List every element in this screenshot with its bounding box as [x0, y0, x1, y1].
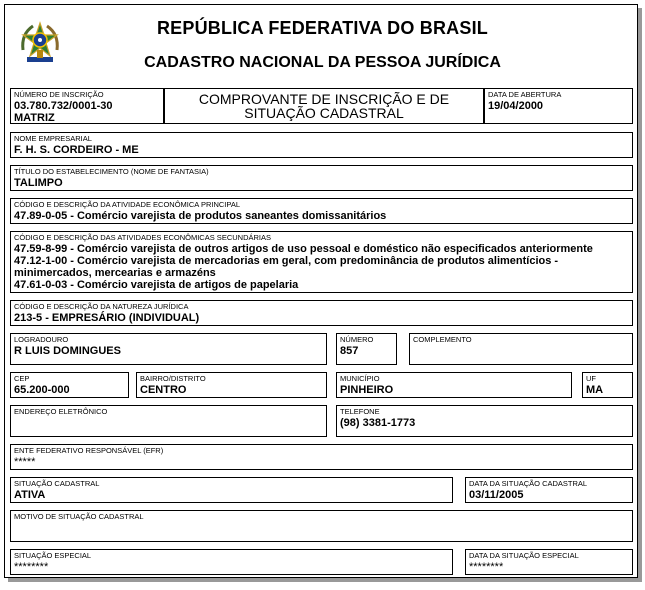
numero-box — [336, 333, 397, 365]
data-situacao-especial-box — [465, 549, 633, 575]
comprovante-title-line2: SITUAÇÃO CADASTRAL — [244, 105, 404, 121]
abertura-value: 19/04/2000 — [488, 100, 544, 112]
numero-value: 857 — [340, 345, 359, 357]
situacao-value: ATIVA — [14, 489, 46, 501]
situacao-label: SITUAÇÃO CADASTRAL — [14, 479, 100, 488]
data-situacao-box — [465, 477, 633, 503]
situacao-especial-value: ******** — [14, 561, 49, 573]
email-box — [10, 405, 327, 437]
situacao-especial-label: SITUAÇÃO ESPECIAL — [14, 551, 92, 560]
efr-box — [10, 444, 633, 470]
inscricao-label: NÚMERO DE INSCRIÇÃO — [14, 90, 104, 99]
bairro-box — [136, 372, 327, 398]
atividade-secundaria-line: minimercados, mercearias e armazéns — [14, 267, 216, 279]
efr-value: ***** — [14, 456, 36, 468]
telefone-label: TELEFONE — [340, 407, 380, 416]
logradouro-box — [10, 333, 327, 365]
abertura-label: DATA DE ABERTURA — [488, 90, 562, 99]
natureza-value: 213-5 - EMPRESÁRIO (INDIVIDUAL) — [14, 312, 200, 324]
municipio-value: PINHEIRO — [340, 384, 394, 396]
logradouro-label: LOGRADOURO — [14, 335, 69, 344]
atividades-secundarias-box — [10, 231, 633, 293]
email-label: ENDEREÇO ELETRÔNICO — [14, 407, 108, 416]
inscricao-number: 03.780.732/0001-30 — [14, 100, 113, 112]
uf-label: UF — [586, 374, 596, 383]
data-situacao-especial-value: ******** — [469, 561, 504, 573]
uf-box — [582, 372, 633, 398]
data-situacao-value: 03/11/2005 — [469, 489, 524, 501]
atividade-principal-value: 47.89-0-05 - Comércio varejista de produtos saneantes domissanitários — [14, 210, 387, 222]
republic-title: REPÚBLICA FEDERATIVA DO BRASIL — [156, 18, 488, 38]
municipio-label: MUNICÍPIO — [340, 374, 380, 383]
telefone-value: (98) 3381-1773 — [340, 417, 416, 429]
atividades-secundarias-label: CÓDIGO E DESCRIÇÃO DAS ATIVIDADES ECONÔMICAS SECUNDÁRIAS — [14, 233, 271, 242]
abertura-box — [484, 88, 633, 124]
municipio-box — [336, 372, 572, 398]
comprovante-box — [164, 88, 484, 124]
numero-label: NÚMERO — [340, 335, 374, 344]
telefone-box — [336, 405, 633, 437]
bairro-value: CENTRO — [140, 384, 187, 396]
complemento-box — [409, 333, 633, 365]
bairro-label: BAIRRO/DISTRITO — [140, 374, 206, 383]
fantasia-label: TÍTULO DO ESTABELECIMENTO (NOME DE FANTASIA) — [14, 167, 209, 176]
atividade-principal-box — [10, 198, 633, 224]
registry-title: CADASTRO NACIONAL DA PESSOA JURÍDICA — [144, 54, 501, 71]
atividade-secundaria-line: 47.12-1-00 - Comércio varejista de mercadorias em geral, com predominância de produtos alimentícios - — [14, 255, 559, 267]
natureza-label: CÓDIGO E DESCRIÇÃO DA NATUREZA JURÍDICA — [14, 302, 189, 311]
atividade-principal-label: CÓDIGO E DESCRIÇÃO DA ATIVIDADE ECONÔMICA PRINCIPAL — [14, 200, 241, 209]
complemento-label: COMPLEMENTO — [413, 335, 472, 344]
fantasia-value: TALIMPO — [14, 177, 63, 189]
fantasia-box — [10, 165, 633, 191]
nome-empresarial-box — [10, 132, 633, 158]
cep-value: 65.200-000 — [14, 384, 70, 396]
efr-label: ENTE FEDERATIVO RESPONSÁVEL (EFR) — [14, 446, 164, 455]
inscricao-type: MATRIZ — [14, 112, 55, 124]
cep-label: CEP — [14, 374, 30, 383]
data-situacao-especial-label: DATA DA SITUAÇÃO ESPECIAL — [469, 551, 579, 560]
motivo-label: MOTIVO DE SITUAÇÃO CADASTRAL — [14, 512, 144, 521]
situacao-box — [10, 477, 453, 503]
data-situacao-label: DATA DA SITUAÇÃO CADASTRAL — [469, 479, 588, 488]
natureza-box — [10, 300, 633, 326]
situacao-especial-box — [10, 549, 453, 575]
logradouro-value: R LUIS DOMINGUES — [14, 345, 121, 357]
nome-empresarial-label: NOME EMPRESARIAL — [14, 134, 92, 143]
comprovante-title-line1: COMPROVANTE DE INSCRIÇÃO E DE — [198, 91, 450, 107]
inscricao-box — [10, 88, 164, 124]
atividade-secundaria-line: 47.59-8-99 - Comércio varejista de outros artigos de uso pessoal e doméstico não especificados anteriormente — [14, 243, 593, 255]
motivo-box — [10, 510, 633, 542]
atividades-secundarias-list — [14, 243, 593, 291]
cep-box — [10, 372, 129, 398]
atividade-secundaria-line: 47.61-0-03 - Comércio varejista de artigos de papelaria — [14, 279, 299, 291]
uf-value: MA — [586, 384, 604, 396]
nome-empresarial-value: F. H. S. CORDEIRO - ME — [14, 144, 139, 156]
